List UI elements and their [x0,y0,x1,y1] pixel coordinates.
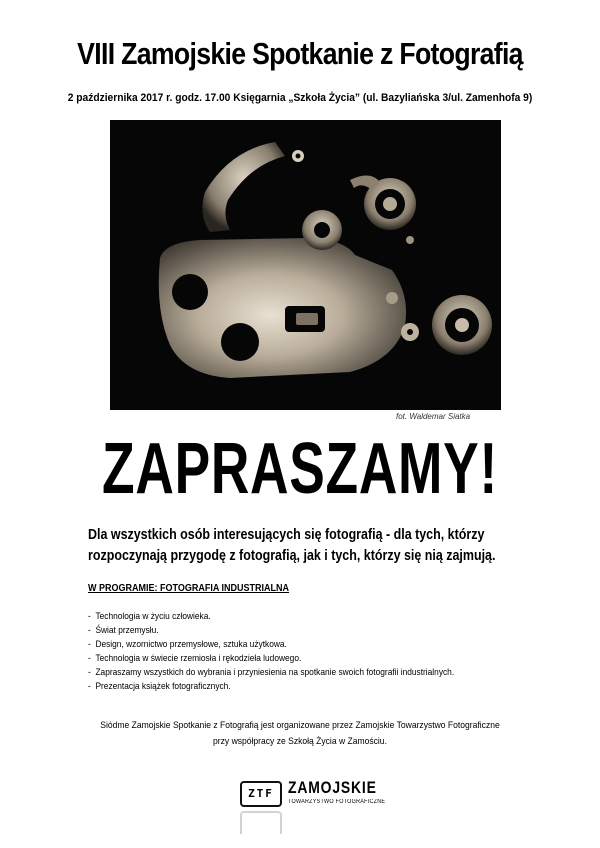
program-item: - Zapraszamy wszystkich do wybrania i przyniesienia na spotkanie swoich fotografii industrialnych. [88,666,493,680]
event-details: 2 października 2017 r. godz. 17.00 Księgarnia „Szkoła Życia” (ul. Bazyliańska 3/ul. Zamenhofa 9) [67,92,533,104]
logo-abbr: ZTF [248,787,274,800]
industrial-photo [110,120,501,410]
logo-reflection [232,808,382,834]
logo-name: ZAMOJSKIE [288,778,377,797]
footer-line-2: przy współpracy ze Szkołą Życia w Zamościu. [213,736,387,747]
program-list [88,610,493,694]
footer-line-1: Siódme Zamojskie Spotkanie z Fotografią jest organizowane przez Zamojskie Towarzystwo Fotograficzne [100,720,500,731]
footer-text [30,718,570,750]
headline: ZAPRASZAMY! [102,429,498,509]
program-item: - Świat przemysłu. [88,624,493,638]
program-item: - Technologia w życiu człowieka. [88,610,493,624]
program-item: - Prezentacja książek fotograficznych. [88,680,493,694]
program-item: - Technologia w świecie rzemiosła i rękodzieła ludowego. [88,652,493,666]
poster-title: VIII Zamojskie Spotkanie z Fotografią [77,36,523,71]
photo-credit: fot. Waldemar Siatka [396,412,471,421]
program-title: W PROGRAMIE: FOTOGRAFIA INDUSTRIALNA [88,583,289,594]
logo-subtitle: TOWARZYSTWO FOTOGRAFICZNE [288,799,386,805]
program-item: - Design, wzornictwo przemysłowe, sztuka użytkowa. [88,638,493,652]
intro-text: Dla wszystkich osób interesujących się fotografią - dla tych, którzy rozpoczynają przygodę z fotografią, jak i tych, którzy się nią zajmują. [88,527,496,564]
ztf-logo [232,778,386,834]
